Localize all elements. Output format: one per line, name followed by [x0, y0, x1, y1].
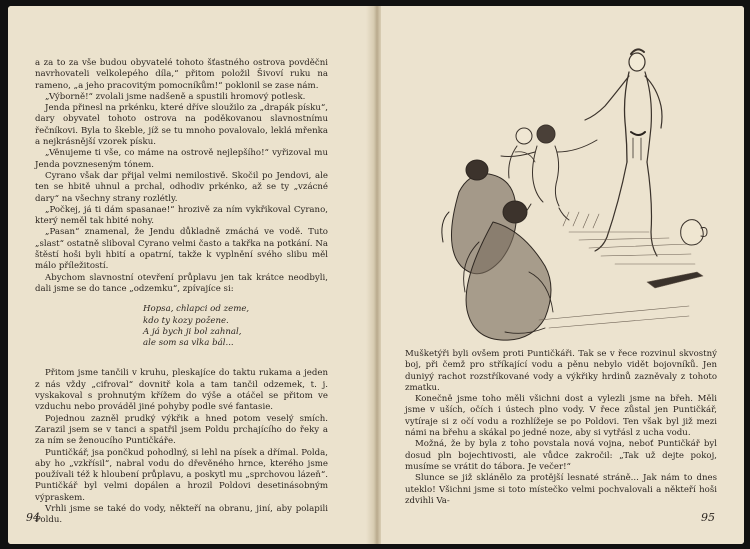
paragraph: Pojednou zazněl prudký výkřik a hned potom veselý smích. Zarazil jsem se v tanci a spatřil jsem Poldu prchajícího do řeky a za ním se ženoucího Puntičkáře. — [35, 413, 328, 447]
paragraph: „Věnujeme ti vše, co máme na ostrově nejlepšího!“ vyřizoval mu Jenda povzneseným tónem. — [35, 148, 328, 170]
poem — [143, 304, 328, 349]
paragraph: Abychom slavnostní otevření průplavu jen tak krátce neodbyli, dali jsme se do tance „odzemku“, zpívajíce si: — [35, 272, 328, 294]
paragraph: a za to za vše budou obyvatelé tohoto šťastného ostrova povděčni navrhovateli velkolepého díla,“ přitom položil Šivoví ruku na rameno, „a jeho pracovitým pomocníkům!“ poklonil se zase nám. — [35, 58, 328, 91]
standing-boy-figure — [585, 49, 662, 256]
paragraph: Puntičkář, jsa pončkud pohodlný, si lehl na písek a dřímal. Polda, aby ho „vzkřísil“, nabral vodu do dřevěného hrnce, kterého jsme používali též k hloubení průplavu, a poskytl mu „sprchovou lázeň“. Puntičkář byl velmi dopálen a hrozil Poldovi desetinásobným výpraskem. — [35, 447, 328, 503]
paragraph: Jenda přinesl na prkénku, které dříve sloužilo za „drapák písku“, dary obyvatel tohoto ostrova na poděkovanou slavnostnímu řečníkovi. Byla to škeble, jíž se tu mnoho povalovalo, leklá mřenka a nejkrásnější vzorek písku. — [35, 103, 328, 148]
paragraph: „Počkej, já ti dám spasanae!“ hrozivě za ním vykřikoval Cyrano, který neměl tak hbité nohy. — [35, 204, 328, 227]
poem-line: A já bych ji bol zahnal, — [143, 326, 242, 337]
ground-hatching — [539, 212, 703, 328]
jug-icon — [681, 220, 707, 245]
book-spread — [8, 6, 744, 544]
paragraph: Vrhli jsme se také do vody, někteří na obranu, jiní, aby polapili Poldu. — [35, 503, 328, 526]
paragraph: Mušketýři byli ovšem proti Puntičkáři. Tak se v řece rozvinul skvostný boj, při čemž pro stříkající vodu a pěnu nebylo vidět bojovníků. Jen duniyý rachot rozstříkované vody a výkřiky hrdinů zazněvaly z tohoto zmatku. — [405, 349, 717, 393]
paragraph: Slunce se již sklánělo za protější lesnaté stráně... Jak nám to dnes uteklo! Všichni jsme si toto místečko velmi pochvalovali a někteří hoši zdvihli Va- — [405, 473, 717, 506]
page-number-right: 95 — [701, 511, 715, 524]
right-page-text — [405, 349, 717, 507]
paragraph: Cyrano však dar přijal velmi nemilostivě. Skočil po Jendovi, ale ten se hbitě uhnul a prchal, odhodiv prkénko, až se ty „vzácné dary“ na všechny strany rozlétly. — [35, 170, 328, 204]
poem-line: Hopsa, chlapci od zeme, — [143, 304, 250, 315]
paragraph: Přitom jsme tančili v kruhu, pleskajíce do taktu rukama a jeden z nás vždy „cifroval“ dovnitř kola a tam tančil odzemek, t. j. vyskakoval s prohnutým křížem do výše a otáčel se přitom ve vzduchu nebo prováděl jiné pohyby podle své fantasie. — [35, 368, 328, 413]
page-number-left: 94 — [26, 511, 40, 524]
paragraph: „Pasan“ znamenal, že Jendu důkladně zmáchá ve vodě. Tuto „slast“ ostatně sliboval Cyrano velmi často a takřka na potkání. Na štěstí hoši byli hbití a opatrní, takže k vyplnění svého slibu měl málo příležitostí. — [35, 227, 328, 272]
poem-line: ale som sa vlka bál... — [143, 338, 234, 349]
left-page-text — [35, 58, 328, 527]
poem-line: kdo ty kozy požene. — [143, 315, 229, 326]
paragraph: Možná, že by byla z toho povstala nová vojna, neboť Puntičkář byl dosud pln bojechtivosti, ale vůdce zakročil: „Tak už dejte pokoj, musíme se vrátit do tábora. Je večer!“ — [405, 439, 717, 472]
left-page — [8, 6, 373, 544]
paragraph: Konečně jsme toho měli všichni dost a vylezli jsme na břeh. Měli jsme v uších, očích i ústech plno vody. V řece zůstal jen Puntičkář, vytíraje si z očí vodu a rozhlížeje se po Poldovi. Ten však byl již mezi námi na břehu a skákal po jedné noze, aby si vytřásl z ucha vodu. — [405, 394, 717, 439]
boys-at-river-illustration — [419, 42, 709, 342]
right-page — [381, 6, 744, 544]
crouching-figures — [442, 160, 553, 340]
paragraph: „Výborně!“ zvolali jsme nadšeně a spustili hromový potlesk. — [45, 91, 306, 102]
